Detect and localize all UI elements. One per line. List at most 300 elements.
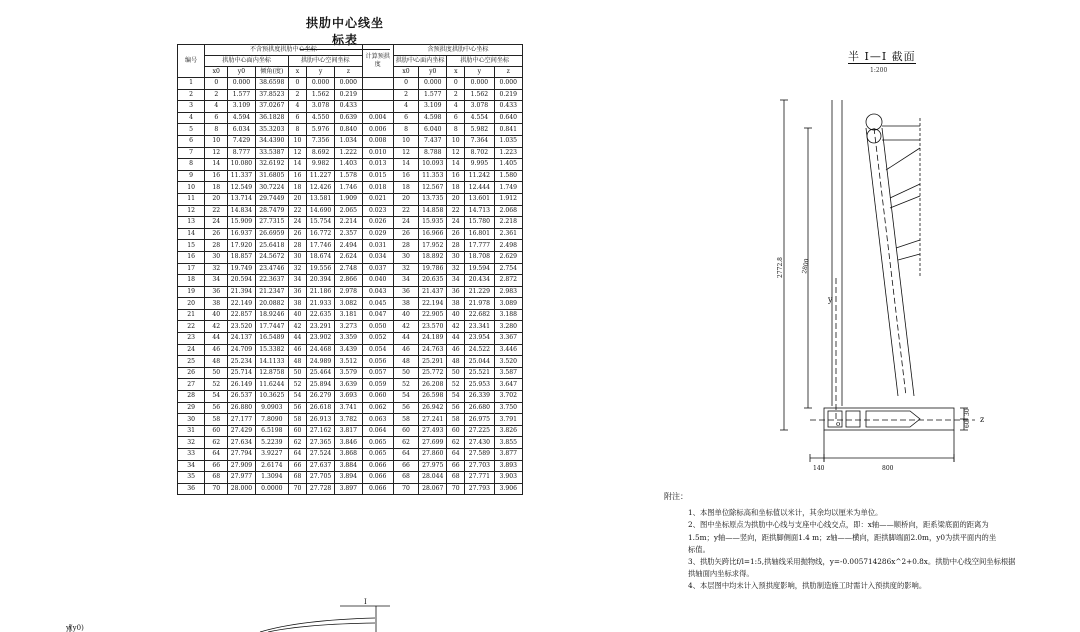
- table-cell: 56: [447, 402, 465, 414]
- table-cell: 0.433: [335, 101, 362, 113]
- table-cell: 27.860: [419, 449, 447, 461]
- table-cell: 48: [289, 356, 307, 368]
- table-cell: 21.933: [306, 298, 334, 310]
- elevation-axis-label: y(y0): [66, 624, 84, 632]
- table-cell: 20.434: [465, 275, 494, 287]
- table-cell: 0.031: [362, 240, 393, 252]
- table-row: [178, 483, 523, 495]
- note-line: 拱轴面内坐标求得。: [688, 569, 754, 579]
- table-cell: 38: [289, 298, 307, 310]
- table-cell: 0.219: [335, 89, 362, 101]
- table-cell: 36: [205, 286, 228, 298]
- table-cell: 26.880: [228, 402, 255, 414]
- table-cell: 50: [205, 367, 228, 379]
- table-cell: 3.647: [494, 379, 522, 391]
- table-cell: 1.746: [335, 182, 362, 194]
- table-cell: 27.794: [228, 449, 255, 461]
- table-cell: 28: [205, 240, 228, 252]
- table-cell: 5.2239: [255, 437, 289, 449]
- table-cell: 0.065: [362, 437, 393, 449]
- table-cell: 3.280: [494, 321, 522, 333]
- table-row: [178, 193, 523, 205]
- table-row: [178, 356, 523, 368]
- table-cell: 20.594: [228, 275, 255, 287]
- table-cell: 0.000: [465, 78, 494, 90]
- table-row: [178, 101, 523, 113]
- table-cell: 42: [447, 321, 465, 333]
- table-cell: 58: [205, 414, 228, 426]
- table-cell: 50: [447, 367, 465, 379]
- table-cell: 2.6174: [255, 460, 289, 472]
- table-cell: 70: [205, 483, 228, 495]
- table-cell: 3.9227: [255, 449, 289, 461]
- table-row: [178, 437, 523, 449]
- table-cell: 0.219: [494, 89, 522, 101]
- table-cell: 8: [447, 124, 465, 136]
- table-cell: 17.920: [228, 240, 255, 252]
- table-cell: 8: [393, 124, 418, 136]
- table-cell: 14: [393, 159, 418, 171]
- table-cell: 18.9246: [255, 309, 289, 321]
- table-cell: 6: [289, 112, 307, 124]
- table-cell: 21: [178, 309, 205, 321]
- table-cell: 0: [289, 78, 307, 90]
- table-cell: 68: [393, 472, 418, 484]
- table-cell: 37.0267: [255, 101, 289, 113]
- table-cell: 0.000: [335, 78, 362, 90]
- table-cell: 0.639: [335, 112, 362, 124]
- table-cell: 0.000: [306, 78, 334, 90]
- table-cell: 0.066: [362, 472, 393, 484]
- table-cell: 3.884: [335, 460, 362, 472]
- table-row: [178, 170, 523, 182]
- table-cell: 16: [289, 170, 307, 182]
- table-cell: 58: [289, 414, 307, 426]
- table-cell: 1.223: [494, 147, 522, 159]
- table-cell: 35.3203: [255, 124, 289, 136]
- table-cell: 3.855: [494, 437, 522, 449]
- table-cell: 32.6192: [255, 159, 289, 171]
- bracing-line: [886, 148, 920, 170]
- table-row: [178, 159, 523, 171]
- table-cell: 3.906: [494, 483, 522, 495]
- table-cell: 18.674: [306, 251, 334, 263]
- table-cell: 9.995: [465, 159, 494, 171]
- table-cell: 34.4390: [255, 135, 289, 147]
- table-cell: 3.520: [494, 356, 522, 368]
- table-cell: 1.222: [335, 147, 362, 159]
- table-cell: 30.7224: [255, 182, 289, 194]
- table-cell: 28: [447, 240, 465, 252]
- table-cell: 8: [205, 124, 228, 136]
- dim-right-top: 30: [964, 408, 971, 416]
- table-cell: 34: [393, 275, 418, 287]
- table-cell: 20: [205, 193, 228, 205]
- table-cell: 17.777: [465, 240, 494, 252]
- table-cell: 27.177: [228, 414, 255, 426]
- table-cell: 2.494: [335, 240, 362, 252]
- table-cell: 4: [205, 101, 228, 113]
- table-cell: 3.639: [335, 379, 362, 391]
- section-marker-label: I: [364, 598, 367, 606]
- table-cell: 52: [393, 379, 418, 391]
- table-cell: 22.682: [465, 309, 494, 321]
- dim-right-bottom: 60: [964, 420, 971, 428]
- table-row: [178, 217, 523, 229]
- table-cell: 28.000: [228, 483, 255, 495]
- table-cell: 27.975: [419, 460, 447, 472]
- table-cell: 33: [178, 449, 205, 461]
- table-cell: 3.897: [335, 483, 362, 495]
- table-cell: 27.524: [306, 449, 334, 461]
- table-cell: 44: [205, 333, 228, 345]
- table-cell: 3.082: [335, 298, 362, 310]
- table-cell: 44: [289, 333, 307, 345]
- table-cell: 28: [393, 240, 418, 252]
- table-cell: 8: [178, 159, 205, 171]
- table-cell: 18.857: [228, 251, 255, 263]
- table-row: [178, 78, 523, 90]
- table-cell: 0.063: [362, 414, 393, 426]
- table-cell: 2: [205, 89, 228, 101]
- table-cell: 12.567: [419, 182, 447, 194]
- table-cell: 3.693: [335, 391, 362, 403]
- table-cell: 38: [447, 298, 465, 310]
- table-cell: 28: [178, 391, 205, 403]
- table-cell: 12.8758: [255, 367, 289, 379]
- table-cell: 22: [289, 205, 307, 217]
- table-cell: 24: [393, 217, 418, 229]
- table-cell: 58: [393, 414, 418, 426]
- table-cell: 8: [289, 124, 307, 136]
- table-cell: 6: [447, 112, 465, 124]
- table-cell: 17: [178, 263, 205, 275]
- table-cell: 3.512: [335, 356, 362, 368]
- table-cell: 0.023: [362, 205, 393, 217]
- table-cell: 1.034: [335, 135, 362, 147]
- table-cell: 32: [289, 263, 307, 275]
- table-cell: 2.629: [494, 251, 522, 263]
- table-cell: 62: [289, 437, 307, 449]
- table-cell: 3.791: [494, 414, 522, 426]
- table-cell: 3.078: [306, 101, 334, 113]
- table-cell: 7.429: [228, 135, 255, 147]
- table-cell: 10.093: [419, 159, 447, 171]
- table-cell: 27.909: [228, 460, 255, 472]
- table-cell: 38: [205, 298, 228, 310]
- table-cell: 14.713: [465, 205, 494, 217]
- table-cell: 27.365: [306, 437, 334, 449]
- table-cell: 6: [178, 135, 205, 147]
- table-cell: 26: [393, 228, 418, 240]
- table-cell: 0.054: [362, 344, 393, 356]
- table-cell: 24.468: [306, 344, 334, 356]
- table-cell: 3.367: [494, 333, 522, 345]
- table-cell: 0.433: [494, 101, 522, 113]
- table-cell: 26.618: [306, 402, 334, 414]
- table-cell: 0.841: [494, 124, 522, 136]
- table-cell: 15: [178, 240, 205, 252]
- table-cell: 2.983: [494, 286, 522, 298]
- table-cell: 17.952: [419, 240, 447, 252]
- table-cell: 0.047: [362, 309, 393, 321]
- bracing-line: [890, 196, 920, 208]
- table-cell: 0: [393, 78, 418, 90]
- axis-label-origin: o: [836, 420, 841, 428]
- table-cell: 10: [447, 135, 465, 147]
- table-cell: 20: [178, 298, 205, 310]
- table-row: [178, 275, 523, 287]
- table-cell: 4: [289, 101, 307, 113]
- table-cell: 4: [447, 101, 465, 113]
- table-cell: 26.208: [419, 379, 447, 391]
- table-cell: 34: [205, 275, 228, 287]
- table-cell: 56: [393, 402, 418, 414]
- table-cell: 42: [289, 321, 307, 333]
- table-cell: 20: [447, 193, 465, 205]
- table-cell: 22: [178, 321, 205, 333]
- table-cell: 34: [178, 460, 205, 472]
- table-cell: 14: [178, 228, 205, 240]
- table-cell: 1.749: [494, 182, 522, 194]
- table-cell: 52: [289, 379, 307, 391]
- table-cell: 26.6959: [255, 228, 289, 240]
- col-header: y: [465, 67, 494, 78]
- table-cell: 0.065: [362, 449, 393, 461]
- table-cell: 2: [393, 89, 418, 101]
- table-cell: 66: [289, 460, 307, 472]
- table-cell: 26.537: [228, 391, 255, 403]
- bracing-line: [890, 184, 920, 198]
- table-cell: 23: [178, 333, 205, 345]
- table-cell: 8.777: [228, 147, 255, 159]
- table-cell: 2.361: [494, 228, 522, 240]
- table-cell: 36: [289, 286, 307, 298]
- table-cell: 1.035: [494, 135, 522, 147]
- table-cell: 6.040: [419, 124, 447, 136]
- table-cell: 24.5672: [255, 251, 289, 263]
- table-cell: 25.234: [228, 356, 255, 368]
- header-sub-space-right: 拱肋中心空间坐标: [447, 56, 523, 67]
- table-cell: 23.291: [306, 321, 334, 333]
- table-cell: 13.601: [465, 193, 494, 205]
- table-row: [178, 228, 523, 240]
- table-cell: 30: [178, 414, 205, 426]
- table-cell: 36: [447, 286, 465, 298]
- table-cell: 6.034: [228, 124, 255, 136]
- col-header: y0: [419, 67, 447, 78]
- table-cell: 0.060: [362, 391, 393, 403]
- table-cell: 2.754: [494, 263, 522, 275]
- table-cell: 3.579: [335, 367, 362, 379]
- table-cell: 3.273: [335, 321, 362, 333]
- table-row: [178, 449, 523, 461]
- col-header: z: [494, 67, 522, 78]
- table-cell: 32: [393, 263, 418, 275]
- table-cell: 54: [393, 391, 418, 403]
- table-row: [178, 391, 523, 403]
- table-cell: 16.966: [419, 228, 447, 240]
- table-cell: 56: [289, 402, 307, 414]
- table-cell: 21.978: [465, 298, 494, 310]
- table-cell: 21.229: [465, 286, 494, 298]
- table-cell: 13.714: [228, 193, 255, 205]
- table-cell: 66: [447, 460, 465, 472]
- base-tie-beam: [866, 411, 920, 427]
- table-cell: 2: [178, 89, 205, 101]
- table-cell: 19.786: [419, 263, 447, 275]
- table-cell: 26: [289, 228, 307, 240]
- table-cell: 27.162: [306, 425, 334, 437]
- table-cell: 54: [205, 391, 228, 403]
- table-cell: 0.050: [362, 321, 393, 333]
- table-cell: 19.749: [228, 263, 255, 275]
- table-cell: 30: [393, 251, 418, 263]
- table-cell: 40: [289, 309, 307, 321]
- table-cell: 0.013: [362, 159, 393, 171]
- arch-rib-line: [882, 128, 914, 396]
- table-cell: 4.594: [228, 112, 255, 124]
- table-cell: 16: [447, 170, 465, 182]
- axis-label-z: z: [980, 415, 985, 424]
- table-cell: 11.337: [228, 170, 255, 182]
- table-cell: 22.3637: [255, 275, 289, 287]
- table-cell: 12: [447, 147, 465, 159]
- notes-title: 附注：: [664, 492, 688, 501]
- table-cell: 17.7447: [255, 321, 289, 333]
- table-cell: 70: [393, 483, 418, 495]
- table-cell: 15.780: [465, 217, 494, 229]
- table-cell: 29: [178, 402, 205, 414]
- table-cell: 50: [393, 367, 418, 379]
- table-row: [178, 286, 523, 298]
- table-cell: 36: [178, 483, 205, 495]
- table-cell: 23.954: [465, 333, 494, 345]
- table-cell: 14: [205, 159, 228, 171]
- table-cell: 1.580: [494, 170, 522, 182]
- table-cell: 3.846: [335, 437, 362, 449]
- table-cell: 18: [447, 182, 465, 194]
- table-cell: 48: [205, 356, 228, 368]
- table-cell: 46: [447, 344, 465, 356]
- table-cell: 46: [289, 344, 307, 356]
- table-cell: [362, 89, 393, 101]
- table-cell: 37.8523: [255, 89, 289, 101]
- table-cell: 0.004: [362, 112, 393, 124]
- table-cell: 1.577: [228, 89, 255, 101]
- table-cell: 70: [447, 483, 465, 495]
- table-cell: 3.078: [465, 101, 494, 113]
- table-cell: 52: [205, 379, 228, 391]
- table-cell: 25.464: [306, 367, 334, 379]
- table-cell: 30: [205, 251, 228, 263]
- table-cell: 14.1133: [255, 356, 289, 368]
- table-cell: 24.709: [228, 344, 255, 356]
- table-cell: 33.5387: [255, 147, 289, 159]
- table-cell: 3.188: [494, 309, 522, 321]
- table-cell: 22.905: [419, 309, 447, 321]
- col-header: z: [335, 67, 362, 78]
- table-cell: 34: [447, 275, 465, 287]
- elevation-drawing: [0, 596, 420, 632]
- table-cell: 19.556: [306, 263, 334, 275]
- table-cell: 2.978: [335, 286, 362, 298]
- table-cell: 62: [393, 437, 418, 449]
- table-cell: 2.748: [335, 263, 362, 275]
- table-cell: 15.3382: [255, 344, 289, 356]
- table-cell: 27.705: [306, 472, 334, 484]
- col-header: 倾角(度): [255, 67, 289, 78]
- table-cell: 46: [205, 344, 228, 356]
- arch-centerline: [874, 128, 906, 396]
- table-cell: 0.010: [362, 147, 393, 159]
- table-cell: 3.782: [335, 414, 362, 426]
- table-cell: 20: [289, 193, 307, 205]
- table-cell: 31.6805: [255, 170, 289, 182]
- table-cell: 19.594: [465, 263, 494, 275]
- table-cell: 27.771: [465, 472, 494, 484]
- table-cell: 12.444: [465, 182, 494, 194]
- table-cell: 1.912: [494, 193, 522, 205]
- table-cell: 36: [393, 286, 418, 298]
- table-cell: 3.868: [335, 449, 362, 461]
- table-cell: 54: [289, 391, 307, 403]
- table-cell: 1.405: [494, 159, 522, 171]
- table-cell: 29.7449: [255, 193, 289, 205]
- table-cell: 16.772: [306, 228, 334, 240]
- table-cell: 27.703: [465, 460, 494, 472]
- table-cell: 68: [205, 472, 228, 484]
- table-cell: 26: [205, 228, 228, 240]
- table-cell: 26.149: [228, 379, 255, 391]
- table-row: [178, 367, 523, 379]
- table-cell: 16: [205, 170, 228, 182]
- table-cell: 28.7479: [255, 205, 289, 217]
- table-cell: 27.589: [465, 449, 494, 461]
- table-cell: 12.549: [228, 182, 255, 194]
- table-cell: 23.902: [306, 333, 334, 345]
- table-cell: 25.894: [306, 379, 334, 391]
- table-cell: 27.637: [306, 460, 334, 472]
- table-cell: 22: [393, 205, 418, 217]
- table-row: [178, 344, 523, 356]
- table-cell: 13.581: [306, 193, 334, 205]
- table-cell: 0.015: [362, 170, 393, 182]
- table-cell: 2.068: [494, 205, 522, 217]
- table-cell: 66: [393, 460, 418, 472]
- table-cell: 3.894: [335, 472, 362, 484]
- table-cell: 11.353: [419, 170, 447, 182]
- table-row: [178, 124, 523, 136]
- table-row: [178, 89, 523, 101]
- table-cell: 3.109: [419, 101, 447, 113]
- table-cell: 20.394: [306, 275, 334, 287]
- table-cell: 56: [205, 402, 228, 414]
- table-cell: 27.634: [228, 437, 255, 449]
- table-cell: 0.018: [362, 182, 393, 194]
- table-cell: 8.692: [306, 147, 334, 159]
- table-cell: 3.826: [494, 425, 522, 437]
- table-cell: 0.045: [362, 298, 393, 310]
- table-cell: 27.430: [465, 437, 494, 449]
- header-sub-space: 拱肋中心空间坐标: [289, 56, 362, 67]
- table-cell: 36.1828: [255, 112, 289, 124]
- note-line: 4、本层图中均未计入预拱度影响，拱肋制造施工时需计入预拱度的影响。: [688, 581, 927, 591]
- base-box: [846, 411, 860, 427]
- table-cell: 27.493: [419, 425, 447, 437]
- table-cell: 3: [178, 101, 205, 113]
- col-header: x0: [393, 67, 418, 78]
